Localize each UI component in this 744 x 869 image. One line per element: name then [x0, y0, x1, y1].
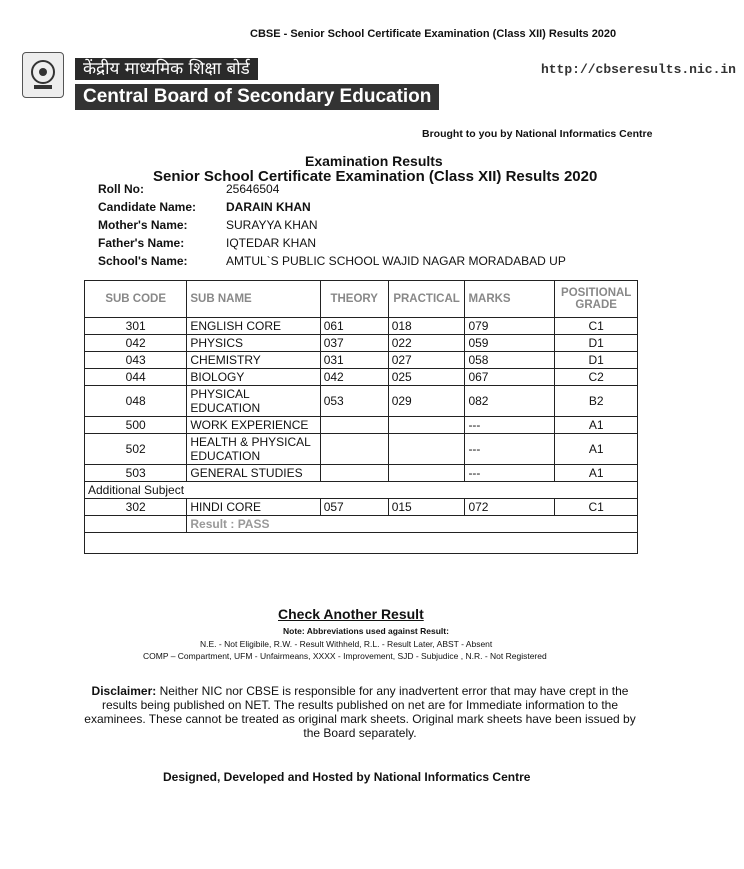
sub-name: PHYSICAL EDUCATION	[187, 386, 320, 417]
brought-by-text: Brought to you by National Informatics Centre	[422, 128, 653, 140]
table-row	[85, 417, 638, 434]
sub-code: 044	[85, 369, 187, 386]
board-name-english: Central Board of Secondary Education	[75, 84, 439, 110]
sub-code: 042	[85, 335, 187, 352]
table-row	[85, 369, 638, 386]
note-line-1: N.E. - Not Eligibile, R.W. - Result Withheld, R.L. - Result Later, ABST - Absent	[200, 639, 493, 649]
sub-code: 301	[85, 318, 187, 335]
note-line-2: COMP – Compartment, UFM - Unfairmeans, XXXX - Improvement, SJD - Subjudice , N.R. - Not Registered	[143, 651, 547, 661]
header-sub-name: SUB NAME	[187, 281, 320, 318]
theory	[320, 417, 388, 434]
header-practical: PRACTICAL	[388, 281, 465, 318]
table-header-row	[85, 281, 638, 318]
sub-code: 302	[85, 499, 187, 516]
sub-code: 043	[85, 352, 187, 369]
designed-by-footer: Designed, Developed and Hosted by National Informatics Centre	[163, 770, 531, 784]
board-name-hindi: केंद्रीय माध्यमिक शिक्षा बोर्ड	[75, 58, 258, 80]
theory: 057	[320, 499, 388, 516]
theory: 053	[320, 386, 388, 417]
theory	[320, 465, 388, 482]
blank-row	[85, 533, 638, 554]
table-row	[85, 465, 638, 482]
site-url[interactable]: http://cbseresults.nic.in	[540, 62, 736, 77]
roll-row	[98, 182, 566, 200]
school-name-row	[98, 254, 566, 272]
mother-name-value: SURAYYA KHAN	[226, 218, 318, 232]
header-sub-code: SUB CODE	[85, 281, 187, 318]
mother-name-row	[98, 218, 566, 236]
header-positional-grade: POSITIONAL GRADE	[555, 281, 638, 318]
grade: D1	[555, 352, 638, 369]
disclaimer-label: Disclaimer:	[91, 684, 157, 698]
school-name-label: School's Name:	[98, 254, 188, 268]
candidate-name-value: DARAIN KHAN	[226, 200, 311, 214]
mother-name-label: Mother's Name:	[98, 218, 188, 232]
practical: 015	[388, 499, 465, 516]
practical: 022	[388, 335, 465, 352]
theory: 031	[320, 352, 388, 369]
father-name-label: Father's Name:	[98, 236, 185, 250]
disclaimer	[80, 684, 640, 740]
practical: 027	[388, 352, 465, 369]
sub-code: 503	[85, 465, 187, 482]
sub-name: BIOLOGY	[187, 369, 320, 386]
additional-subject-label: Additional Subject	[85, 482, 638, 499]
table-row	[85, 335, 638, 352]
additional-subject-row	[85, 482, 638, 499]
marks: ---	[465, 465, 555, 482]
candidate-info	[98, 182, 566, 272]
marks: ---	[465, 417, 555, 434]
marks: 059	[465, 335, 555, 352]
sub-name: WORK EXPERIENCE	[187, 417, 320, 434]
table-row	[85, 499, 638, 516]
practical	[388, 465, 465, 482]
sub-code: 500	[85, 417, 187, 434]
header-theory: THEORY	[320, 281, 388, 318]
grade: A1	[555, 417, 638, 434]
theory: 061	[320, 318, 388, 335]
marks: 082	[465, 386, 555, 417]
sub-name: PHYSICS	[187, 335, 320, 352]
sub-name: HINDI CORE	[187, 499, 320, 516]
school-name-value: AMTUL`S PUBLIC SCHOOL WAJID NAGAR MORADABAD UP	[226, 254, 566, 268]
page-top-title: CBSE - Senior School Certificate Examination (Class XII) Results 2020	[250, 28, 617, 40]
practical: 025	[388, 369, 465, 386]
cbse-logo-icon	[22, 52, 64, 98]
marks: 079	[465, 318, 555, 335]
father-name-value: IQTEDAR KHAN	[226, 236, 317, 250]
practical	[388, 417, 465, 434]
candidate-name-label: Candidate Name:	[98, 200, 197, 214]
theory: 037	[320, 335, 388, 352]
grade: A1	[555, 465, 638, 482]
table-row	[85, 434, 638, 465]
sub-code: 502	[85, 434, 187, 465]
grade: C1	[555, 318, 638, 335]
marks: 058	[465, 352, 555, 369]
father-name-row	[98, 236, 566, 254]
sub-name: GENERAL STUDIES	[187, 465, 320, 482]
marks: 072	[465, 499, 555, 516]
sub-name: CHEMISTRY	[187, 352, 320, 369]
disclaimer-text: Neither NIC nor CBSE is responsible for any inadvertent error that may have crept in the results being published on NET. The results published on net are for Immediate information to the examinees. These cannot be treated as original mark sheets. Original mark sheets have been issued by the Board separately.	[84, 684, 636, 740]
theory: 042	[320, 369, 388, 386]
theory	[320, 434, 388, 465]
result-spacer	[85, 516, 187, 533]
blank-cell	[85, 533, 638, 554]
practical: 029	[388, 386, 465, 417]
sub-name: HEALTH & PHYSICAL EDUCATION	[187, 434, 320, 465]
marks: 067	[465, 369, 555, 386]
marks: ---	[465, 434, 555, 465]
practical	[388, 434, 465, 465]
check-another-result-link[interactable]: Check Another Result	[278, 606, 424, 622]
exam-heading: Examination Results	[305, 153, 443, 169]
table-row	[85, 318, 638, 335]
table-row	[85, 352, 638, 369]
result-table	[84, 280, 638, 554]
candidate-name-row	[98, 200, 566, 218]
grade: B2	[555, 386, 638, 417]
roll-label: Roll No:	[98, 182, 144, 196]
roll-value: 25646504	[226, 182, 280, 196]
grade: D1	[555, 335, 638, 352]
result-status: Result : PASS	[187, 516, 638, 533]
grade: C1	[555, 499, 638, 516]
sub-code: 048	[85, 386, 187, 417]
grade: A1	[555, 434, 638, 465]
result-row	[85, 516, 638, 533]
note-title: Note: Abbreviations used against Result:	[283, 626, 449, 636]
table-row	[85, 386, 638, 417]
exam-subheading: Senior School Certificate Examination (Class XII) Results 2020	[153, 168, 598, 185]
practical: 018	[388, 318, 465, 335]
sub-name: ENGLISH CORE	[187, 318, 320, 335]
grade: C2	[555, 369, 638, 386]
header-marks: MARKS	[465, 281, 555, 318]
